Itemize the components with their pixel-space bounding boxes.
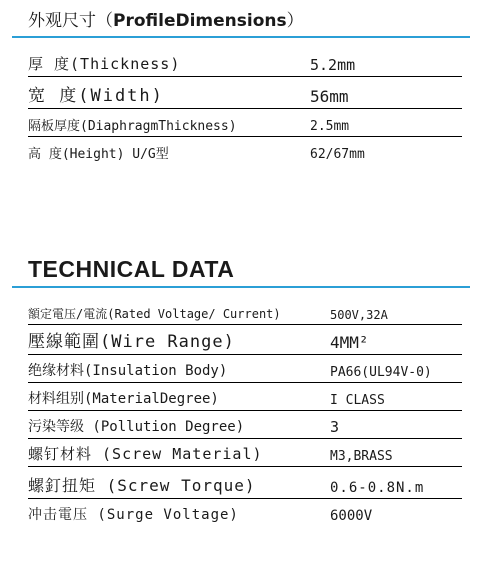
spec-label: 冲击電压 (Surge Voltage) <box>28 507 239 523</box>
spec-value: PA66(UL94V-0) <box>330 365 432 380</box>
spec-row-screw-material <box>28 442 462 467</box>
spec-value: I CLASS <box>330 393 385 408</box>
spec-row-diaphragm-thickness <box>28 112 462 137</box>
section-title-prefix: 外观尺寸（ <box>28 11 113 31</box>
spec-label: 隔板厚度(DiaphragmThickness) <box>28 119 237 134</box>
spec-row-material-degree <box>28 386 462 411</box>
spec-value: 62/67mm <box>310 147 365 162</box>
spec-row-wire-range <box>28 328 462 355</box>
section-title-suffix: ） <box>286 11 304 31</box>
spec-label: 宽 度(Width) <box>28 86 164 106</box>
spec-value: 2.5mm <box>310 119 350 134</box>
spec-row-rated-voltage <box>28 300 462 325</box>
spec-row-thickness <box>28 52 462 77</box>
section-title-technical-data: TECHNICAL DATA <box>28 256 235 282</box>
section-divider-profile <box>12 36 470 38</box>
spec-row-height <box>28 140 462 164</box>
spec-value: 500V,32A <box>330 308 388 322</box>
section-divider-technical <box>12 286 470 288</box>
spec-label: 污染等级 (Pollution Degree) <box>28 419 245 435</box>
spec-row-width <box>28 82 462 109</box>
section-title-profile-dimensions <box>28 6 304 31</box>
spec-value: 0.6-0.8N.m <box>330 480 425 496</box>
spec-row-screw-torque <box>28 472 462 499</box>
spec-label: 绝缘材料(Insulation Body) <box>28 363 228 379</box>
spec-label: 壓線範圍(Wire Range) <box>28 332 235 352</box>
spec-row-insulation-body <box>28 358 462 383</box>
spec-value: 3 <box>330 418 340 436</box>
spec-label: 材料组别(MaterialDegree) <box>28 391 219 407</box>
spec-label: 高 度(Height) U/G型 <box>28 147 169 162</box>
spec-row-pollution-degree <box>28 414 462 439</box>
spec-row-surge-voltage <box>28 502 462 526</box>
spec-value: M3,BRASS <box>330 449 393 464</box>
spec-label: 厚 度(Thickness) <box>28 55 181 73</box>
spec-value: 5.2mm <box>310 56 356 74</box>
spec-label: 螺釘扭矩 (Screw Torque) <box>28 476 256 495</box>
spec-value: 6000V <box>330 508 373 524</box>
section-title-english: ProfileDimensions <box>113 11 287 31</box>
spec-value: 4MM² <box>330 333 369 352</box>
spec-value: 56mm <box>310 87 349 106</box>
spec-label: 螺钉材料 (Screw Material) <box>28 445 263 463</box>
spec-label: 額定電压/電流(Rated Voltage/ Current) <box>28 307 281 321</box>
